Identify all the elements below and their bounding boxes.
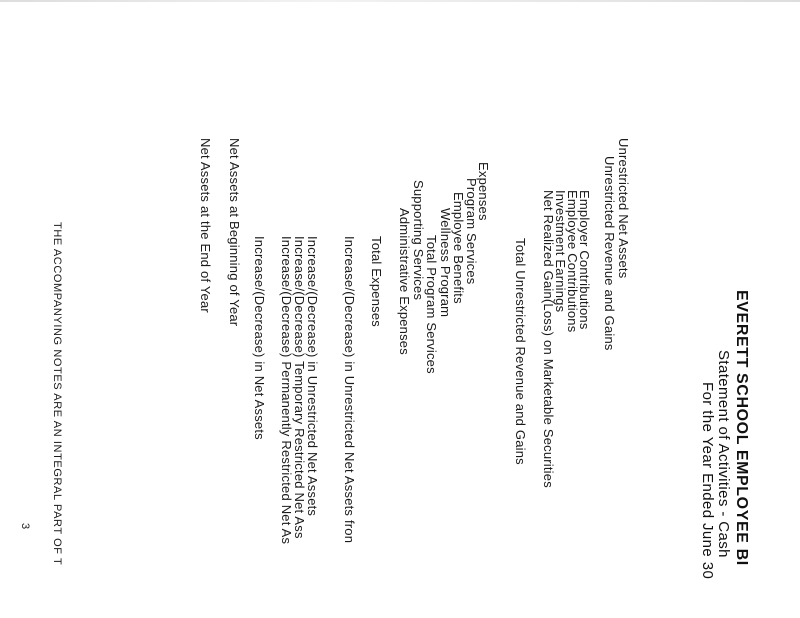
- investment-earnings-label: Investment Earnings: [553, 190, 568, 313]
- program-services-label: Program Services: [464, 178, 479, 285]
- increase-temporary-restricted-label: Increase/(Decrease) Temporary Restricted Net Ass: [292, 236, 307, 539]
- page-number: 3: [19, 523, 31, 530]
- employee-benefits-label: Employee Benefits: [451, 192, 466, 304]
- supporting-services-label: Supporting Services: [411, 180, 426, 301]
- administrative-expenses-label: Administrative Expenses: [397, 208, 412, 355]
- net-realized-gain-label: Net Realized Gain(Loss) on Marketable Securities: [541, 190, 556, 488]
- scan-edge: [0, 0, 800, 2]
- net-assets-end-label: Net Assets at the End of Year: [198, 138, 213, 313]
- total-program-services-label: Total Program Services: [424, 235, 439, 374]
- employee-contributions-label: Employee Contributions: [565, 190, 580, 333]
- total-unrestricted-revenue-label: Total Unrestricted Revenue and Gains: [513, 238, 528, 465]
- report-title: EVERETT SCHOOL EMPLOYEE BI: [733, 290, 750, 566]
- unrestricted-revenue-heading: Unrestricted Revenue and Gains: [602, 156, 617, 351]
- employer-contributions-label: Employer Contributions: [577, 190, 592, 330]
- report-period: For the Year Ended June 30: [699, 382, 716, 580]
- report-subtitle: Statement of Activities - Cash: [715, 350, 732, 558]
- increase-unrestricted-label: Increase/(Decrease) in Unrestricted Net Assets: [305, 236, 320, 517]
- increase-unrestricted-from-operations-label: Increase/(Decrease) in Unrestricted Net Assets fron: [342, 236, 357, 544]
- footer-notes: THE ACCOMPANYING NOTES ARE AN INTEGRAL PART OF T: [51, 222, 63, 566]
- wellness-program-label: Wellness Program: [438, 208, 453, 318]
- increase-permanently-restricted-label: Increase/(Decrease) Permanently Restricted Net As: [279, 236, 294, 545]
- increase-net-assets-label: Increase/(Decrease) in Net Assets: [252, 236, 267, 440]
- unrestricted-net-assets-heading: Unrestricted Net Assets: [616, 138, 631, 279]
- expenses-heading: Expenses: [476, 162, 491, 221]
- net-assets-beginning-label: Net Assets at Beginning of Year: [227, 138, 242, 327]
- total-expenses-label: Total Expenses: [369, 236, 384, 327]
